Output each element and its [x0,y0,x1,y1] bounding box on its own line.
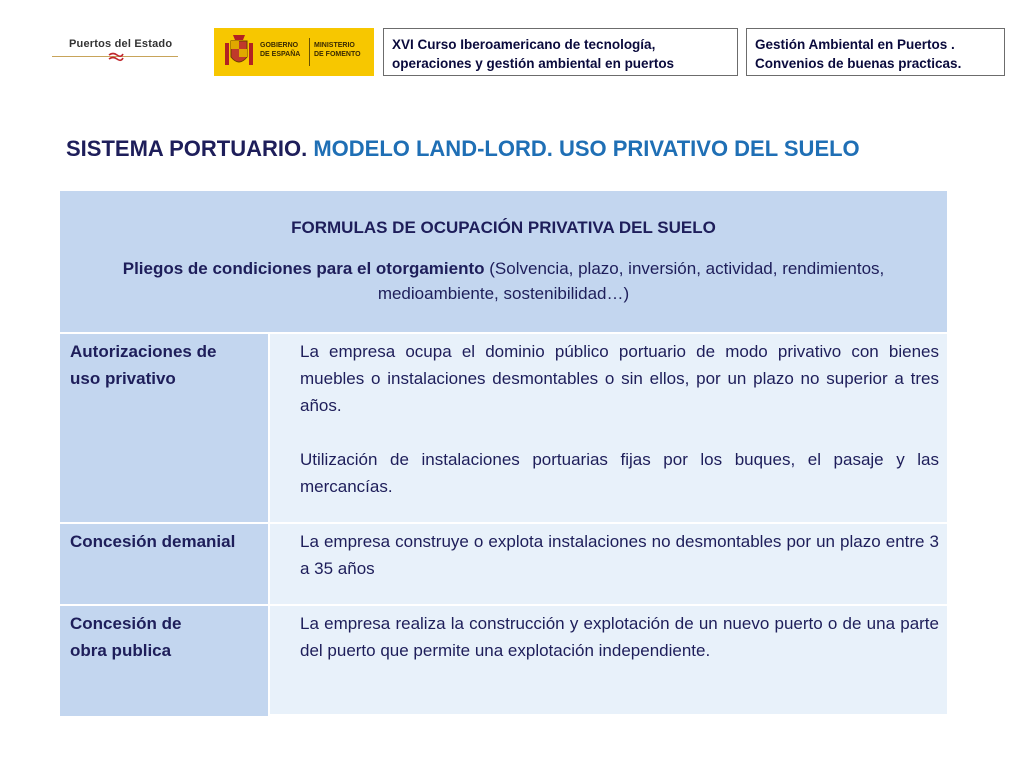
table-subheading [100,256,907,306]
puertos-del-estado-logo [52,36,178,66]
row-description-cell [300,528,939,582]
row-label: Concesión de obra publica [70,614,182,660]
gobierno-ministerio-logo [214,28,374,76]
table-row [60,522,947,606]
row-description: La empresa ocupa el dominio público portuario de modo privativo con bienes muebles o instalaciones desmontables o sin ellos, por un plazo no superior a tres años. [300,342,939,415]
topic-line-1: Gestión Ambiental en Puertos . [755,37,955,52]
course-title-box [383,28,738,76]
row-description-cell [300,338,939,500]
course-line-1: XVI Curso Iberoamericano de tecnología, [392,37,656,52]
table-row [60,332,947,524]
logo-text: Puertos del Estado [69,38,173,50]
row-description-cell [300,610,939,664]
ministerio-text: MINISTERIO DE FOMENTO [314,42,361,58]
gobierno-text: GOBIERNO DE ESPAÑA [260,42,301,58]
slide-title-part1: SISTEMA PORTUARIO. [66,136,308,161]
logo-divider [309,38,310,66]
table-row [60,604,947,716]
occupation-table [60,191,947,714]
topic-title-box [746,28,1005,76]
topic-line-2: Convenios de buenas practicas. [755,56,962,71]
row-label-cell [60,606,270,716]
row-description: La empresa realiza la construcción y explotación de un nuevo puerto o de una parte del puerto que permite una explotación independiente. [300,614,939,660]
table-subheading-rest: (Solvencia, plazo, inversión, actividad, rendimientos, medioambiente, sostenibilidad…) [377,259,885,303]
coat-of-arms-icon [223,33,255,71]
table-subheading-bold: Pliegos de condiciones para el otorgamiento [122,259,485,278]
table-heading: FORMULAS DE OCUPACIÓN PRIVATIVA DEL SUELO [291,218,716,237]
slide-title-part2: MODELO LAND-LORD. USO PRIVATIVO DEL SUELO [307,136,860,161]
row-description-2: Utilización de instalaciones portuarias fijas por los buques, el pasaje y las mercancías. [300,450,939,496]
row-label-cell [60,524,270,606]
wave-icon [108,52,124,62]
row-label: Autorizaciones de uso privativo [70,342,217,388]
course-line-2: operaciones y gestión ambiental en puertos [392,56,675,71]
row-label-cell [60,334,270,524]
row-label: Concesión demanial [70,532,236,551]
slide-title [66,136,860,162]
row-description: La empresa construye o explota instalaciones no desmontables por un plazo entre 3 a 35 años [300,532,939,578]
table-header [60,191,947,332]
